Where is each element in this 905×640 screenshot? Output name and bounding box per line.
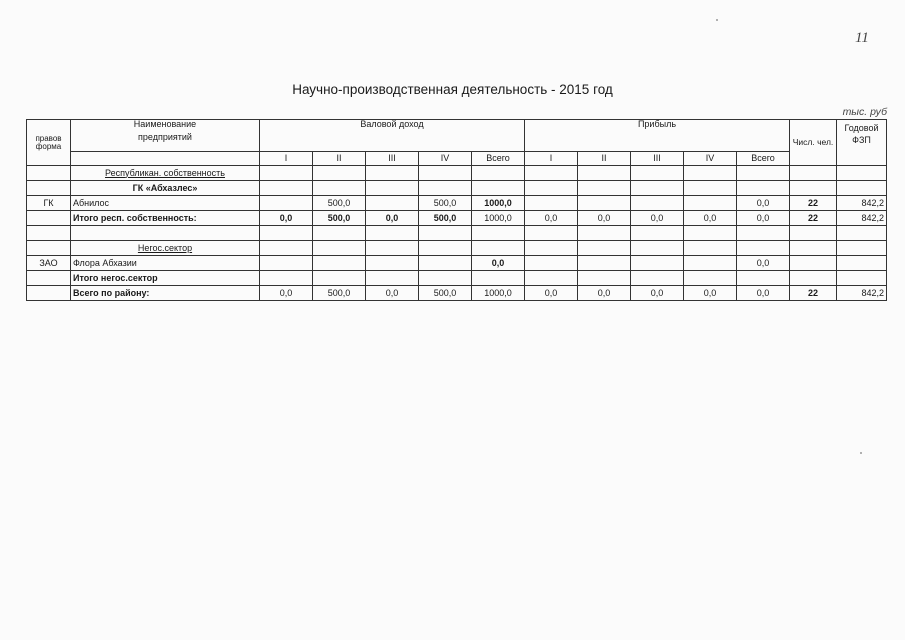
cell-gi-q1 [260,256,313,271]
cell-payroll [837,271,887,286]
cell-pr-total [737,241,790,256]
header-pr-q4: IV [684,152,737,166]
cell-pr-q2 [578,181,631,196]
cell-name: Республикан. собственность [71,166,260,181]
cell-gi-q2 [313,181,366,196]
cell-payroll [837,226,887,241]
cell-pr-q4 [684,271,737,286]
cell-gi-q2: 500,0 [313,196,366,211]
cell-form [27,271,71,286]
cell-gi-q4 [419,226,472,241]
header-gi-q3: III [366,152,419,166]
cell-pr-total [737,181,790,196]
cell-gi-q3 [366,166,419,181]
cell-pr-q1 [525,196,578,211]
cell-payroll [837,241,887,256]
table-row [27,286,887,301]
cell-pr-q4 [684,241,737,256]
cell-gi-q3 [366,226,419,241]
table-row [27,166,887,181]
cell-gi-q3 [366,181,419,196]
cell-gi-q4: 500,0 [419,211,472,226]
cell-gi-q1 [260,166,313,181]
page-title: Научно-производственная деятельность - 2015 год [292,82,613,97]
header-pr-q2: II [578,152,631,166]
cell-gi-q2: 500,0 [313,211,366,226]
cell-gi-total [472,181,525,196]
table-row [27,211,887,226]
cell-pr-q2: 0,0 [578,211,631,226]
cell-gi-q4: 500,0 [419,196,472,211]
cell-gi-q1 [260,241,313,256]
cell-pr-q3 [631,196,684,211]
cell-gi-total [472,271,525,286]
cell-gi-total [472,226,525,241]
cell-form [27,211,71,226]
cell-gi-q3 [366,256,419,271]
cell-gi-total: 1000,0 [472,211,525,226]
cell-pr-q4 [684,166,737,181]
cell-gi-q3 [366,196,419,211]
cell-gi-q4: 500,0 [419,286,472,301]
table-row [27,181,887,196]
cell-headcount [790,256,837,271]
cell-pr-total: 0,0 [737,256,790,271]
cell-gi-q4 [419,271,472,286]
cell-name: Негос.сектор [71,241,260,256]
cell-name: ГК «Абхазлес» [71,181,260,196]
cell-name: Абнилос [71,196,260,211]
header-gi-q4: IV [419,152,472,166]
cell-pr-q4: 0,0 [684,286,737,301]
cell-headcount [790,181,837,196]
cell-name: Флора Абхазии [71,256,260,271]
header-payroll-line2: ФЗП [852,135,871,145]
cell-payroll [837,166,887,181]
cell-pr-q1 [525,181,578,196]
cell-pr-total [737,166,790,181]
cell-gi-q2: 500,0 [313,286,366,301]
cell-pr-q4 [684,226,737,241]
header-gi-q2: II [313,152,366,166]
cell-headcount [790,241,837,256]
cell-pr-q2 [578,271,631,286]
cell-pr-q1 [525,271,578,286]
cell-name: Всего по району: [71,286,260,301]
cell-form [27,166,71,181]
cell-gi-total: 0,0 [472,256,525,271]
cell-pr-q2 [578,256,631,271]
cell-form: ЗАО [27,256,71,271]
cell-pr-q4 [684,196,737,211]
header-pr-q3: III [631,152,684,166]
cell-gi-q4 [419,256,472,271]
cell-gi-q4 [419,166,472,181]
cell-payroll: 842,2 [837,196,887,211]
cell-gi-q1 [260,196,313,211]
cell-gi-q1: 0,0 [260,211,313,226]
cell-pr-q3 [631,256,684,271]
cell-pr-total: 0,0 [737,211,790,226]
cell-pr-q1 [525,256,578,271]
cell-gi-q4 [419,181,472,196]
cell-pr-q2 [578,196,631,211]
cell-headcount [790,271,837,286]
page-number: 11 [855,30,869,46]
cell-pr-q3: 0,0 [631,286,684,301]
cell-pr-q3 [631,271,684,286]
header-gi-q1: I [260,152,313,166]
cell-form [27,181,71,196]
cell-pr-q4: 0,0 [684,211,737,226]
cell-payroll: 842,2 [837,286,887,301]
header-profit: Прибыль [525,120,790,152]
cell-gi-q3 [366,241,419,256]
header-payroll-line1: Годовой [844,123,879,133]
cell-pr-q3 [631,166,684,181]
cell-pr-q4 [684,256,737,271]
cell-pr-q3 [631,226,684,241]
table-row [27,226,887,241]
scan-speck [716,19,718,21]
cell-pr-q1 [525,166,578,181]
cell-gi-total [472,241,525,256]
cell-headcount: 22 [790,196,837,211]
cell-form [27,241,71,256]
header-gross-income: Валовой доход [260,120,525,152]
cell-gi-q1: 0,0 [260,286,313,301]
header-enterprise-line2: предприятий [138,132,192,142]
report-table [26,119,887,301]
header-headcount: Числ. чел. [790,120,837,166]
header-payroll [837,120,887,166]
cell-pr-q3 [631,241,684,256]
cell-pr-q1 [525,226,578,241]
cell-headcount [790,226,837,241]
cell-gi-total: 1000,0 [472,286,525,301]
header-blank [71,152,260,166]
cell-pr-total [737,271,790,286]
cell-payroll [837,256,887,271]
cell-pr-q3 [631,181,684,196]
table-row [27,241,887,256]
table-row [27,256,887,271]
cell-gi-q3 [366,271,419,286]
cell-gi-q4 [419,241,472,256]
cell-pr-total: 0,0 [737,286,790,301]
cell-gi-q2 [313,241,366,256]
units-label: тыс. руб [842,106,887,118]
cell-gi-q1 [260,226,313,241]
cell-gi-total [472,166,525,181]
cell-gi-total: 1000,0 [472,196,525,211]
cell-gi-q3: 0,0 [366,286,419,301]
cell-form [27,286,71,301]
scan-speck [860,452,862,454]
cell-pr-q2 [578,241,631,256]
header-pr-total: Всего [737,152,790,166]
cell-headcount [790,166,837,181]
cell-headcount: 22 [790,286,837,301]
cell-name: Итого респ. собственность: [71,211,260,226]
cell-gi-q2 [313,166,366,181]
table-row [27,196,887,211]
cell-payroll: 842,2 [837,211,887,226]
cell-name [71,226,260,241]
cell-payroll [837,181,887,196]
cell-pr-total: 0,0 [737,196,790,211]
cell-gi-q3: 0,0 [366,211,419,226]
cell-gi-q2 [313,271,366,286]
cell-pr-q1: 0,0 [525,211,578,226]
cell-gi-q2 [313,256,366,271]
cell-gi-q1 [260,271,313,286]
cell-pr-q2 [578,226,631,241]
cell-pr-q4 [684,181,737,196]
cell-name: Итого негос.сектор [71,271,260,286]
cell-pr-q1 [525,241,578,256]
header-legal-form: правов форма [27,120,71,166]
cell-gi-q1 [260,181,313,196]
header-enterprise [71,120,260,152]
cell-form: ГК [27,196,71,211]
cell-pr-q2: 0,0 [578,286,631,301]
header-pr-q1: I [525,152,578,166]
header-enterprise-line1: Наименование [133,119,197,129]
header-gi-total: Всего [472,152,525,166]
cell-pr-total [737,226,790,241]
cell-pr-q1: 0,0 [525,286,578,301]
cell-form [27,226,71,241]
cell-pr-q2 [578,166,631,181]
cell-headcount: 22 [790,211,837,226]
cell-gi-q2 [313,226,366,241]
cell-pr-q3: 0,0 [631,211,684,226]
table-row [27,271,887,286]
